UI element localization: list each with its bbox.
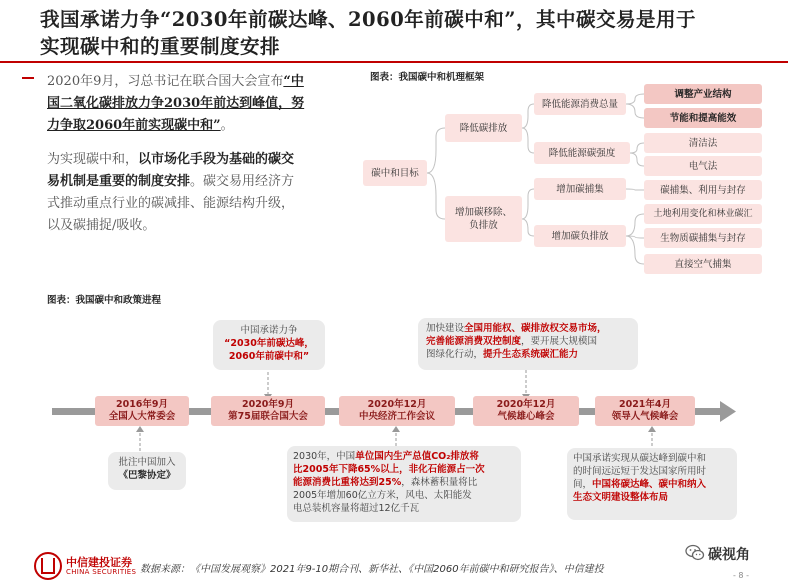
company-logo-mark <box>41 558 55 574</box>
timeline-event-climate-ambition <box>473 396 579 426</box>
note-leaders-p2: 的时间远远短于发达国家所用时 <box>573 466 707 477</box>
para2-plain2: 。碳交易用经济方 <box>190 174 295 189</box>
para1-quote-start: “中 <box>283 74 304 89</box>
note-econ-p3: 图绿化行动， <box>426 349 484 360</box>
note-paris-line1: 批注中国加入 <box>118 457 176 468</box>
mechanism-clean-method: 清洁法 <box>644 133 762 153</box>
timeline-event-name: 领导人气候峰会 <box>611 411 679 422</box>
note-climate-r3: 能源消费比重将达到25% <box>293 477 402 488</box>
para2-line3: 式推动重点行业的碳减排、能源结构升级， <box>47 196 295 211</box>
mechanism-increase-capture: 增加碳捕集 <box>534 178 626 200</box>
mechanism-ccus: 碳捕集、利用与封存 <box>644 180 762 200</box>
note-econ-r3: 提升生态系统碳汇能力 <box>483 349 579 360</box>
mechanism-reduce-carbon-intensity: 降低能源碳强度 <box>534 142 630 164</box>
timeline-event-2016 <box>95 396 189 426</box>
mechanism-land-forestry: 土地利用变化和林业碳汇 <box>644 204 762 224</box>
note-econ-p1: 加快建设 <box>426 323 465 334</box>
mechanism-beccs: 生物质碳捕集与封存 <box>644 228 762 248</box>
timeline-event-un-assembly <box>211 396 325 426</box>
para1-tail: 。 <box>220 118 234 133</box>
title-line-1: 我国承诺力争“2030年前碳达峰、2060年前碳中和”，其中碳交易是用于 <box>40 8 696 31</box>
mechanism-electric-method: 电气法 <box>644 156 762 176</box>
note-climate-r2: 比2005年下降65%以上，非化石能源占一次 <box>293 464 485 475</box>
para2-plain1: 为实现碳中和， <box>47 152 139 167</box>
para2-bold: 以市场化手段为基础的碳交 <box>138 152 295 167</box>
watermark-label: 碳视角 <box>708 547 750 563</box>
timeline-event-name: 第75届联合国大会 <box>228 411 308 422</box>
company-name-en: CHINA SECURITIES <box>66 568 137 576</box>
timeline-event-leaders-summit <box>595 396 695 426</box>
note-leaders-r2: 生态文明建设整体布局 <box>573 492 669 503</box>
wechat-icon <box>685 544 705 562</box>
timeline-event-name: 气候雄心峰会 <box>497 411 555 422</box>
timeline-caption: 图表：我国碳中和政策进程 <box>47 295 162 306</box>
para2-line4: 以及碳捕捉/吸收。 <box>47 218 156 233</box>
note-climate-p2: ，森林蓄积量将比 <box>401 477 478 488</box>
note-un-line2: “2030年前碳达峰， <box>224 338 314 349</box>
timeline-event-date: 2020年9月 <box>241 399 295 410</box>
page-number: - 8 - <box>733 571 749 580</box>
note-un-pledge <box>213 320 325 370</box>
note-un-line3: 2060年前碳中和” <box>228 351 310 362</box>
timeline-event-date: 2020年12月 <box>367 399 427 410</box>
note-economic-conference <box>418 318 638 370</box>
note-leaders-p3: 间， <box>573 479 593 490</box>
data-source: 数据来源：《中国发展观察》2021年9-10期合刊、新华社、《中国2060年前碳中和研究报告》、中信建投 <box>140 564 604 575</box>
timeline-event-date: 2021年4月 <box>618 399 672 410</box>
mechanism-reduce-energy-total: 降低能源消费总量 <box>534 93 626 115</box>
note-climate-r1: 单位国内生产总值CO₂排放将 <box>355 451 479 462</box>
note-leaders-r1: 中国将碳达峰、碳中和纳入 <box>592 479 707 490</box>
note-un-line1: 中国承诺力争 <box>240 325 298 336</box>
mechanism-increase-removal: 增加碳移除、负排放 <box>445 196 522 242</box>
mechanism-root: 碳中和目标 <box>363 160 427 186</box>
note-climate-p1: 2030年，中国 <box>293 451 356 462</box>
timeline-event-date: 2016年9月 <box>115 399 169 410</box>
mechanism-increase-negative: 增加碳负排放 <box>534 225 626 247</box>
note-paris-agreement <box>108 452 186 490</box>
note-leaders-commitment <box>567 448 737 520</box>
timeline-event-date: 2020年12月 <box>496 399 556 410</box>
note-econ-r1: 全国用能权、碳排放权交易市场， <box>464 323 607 334</box>
para1-quote-line3: 力争取2060年前实现碳中和” <box>47 118 221 133</box>
timeline-event-name: 中央经济工作会议 <box>358 411 435 422</box>
timeline-event-economic-conference <box>339 396 455 426</box>
note-climate-targets <box>287 446 521 522</box>
mechanism-energy-efficiency: 节能和提高能效 <box>644 108 762 128</box>
mechanism-caption: 图表：我国碳中和机理框架 <box>370 72 485 83</box>
note-paris-line2: 《巴黎协定》 <box>118 470 176 481</box>
mechanism-adjust-industry: 调整产业结构 <box>644 84 762 104</box>
note-climate-p3: 2005年增加60亿立方米，风电、太阳能发 <box>293 490 472 501</box>
para1-plain: 2020年9月，习总书记在联合国大会宣布 <box>47 74 284 89</box>
para1-quote-line2: 国二氧化碳排放力争2030年前达到峰值，努 <box>47 96 305 111</box>
note-leaders-p1: 中国承诺实现从碳达峰到碳中和 <box>573 453 707 464</box>
title-line-2: 实现碳中和的重要制度安排 <box>40 35 281 58</box>
mechanism-dac: 直接空气捕集 <box>644 254 762 274</box>
note-econ-r2: 完善能源消费双控制度 <box>426 336 522 347</box>
timeline-event-name: 全国人大常委会 <box>108 411 176 422</box>
note-climate-p4: 电总装机容量将超过12亿千瓦 <box>293 503 420 514</box>
company-name-cn: 中信建投证券 <box>66 556 132 569</box>
para2-bold-2: 易机制是重要的制度安排 <box>47 174 191 189</box>
note-econ-p2: ，要开展大规模国 <box>521 336 598 347</box>
mechanism-reduce-emissions: 降低碳排放 <box>445 114 522 142</box>
